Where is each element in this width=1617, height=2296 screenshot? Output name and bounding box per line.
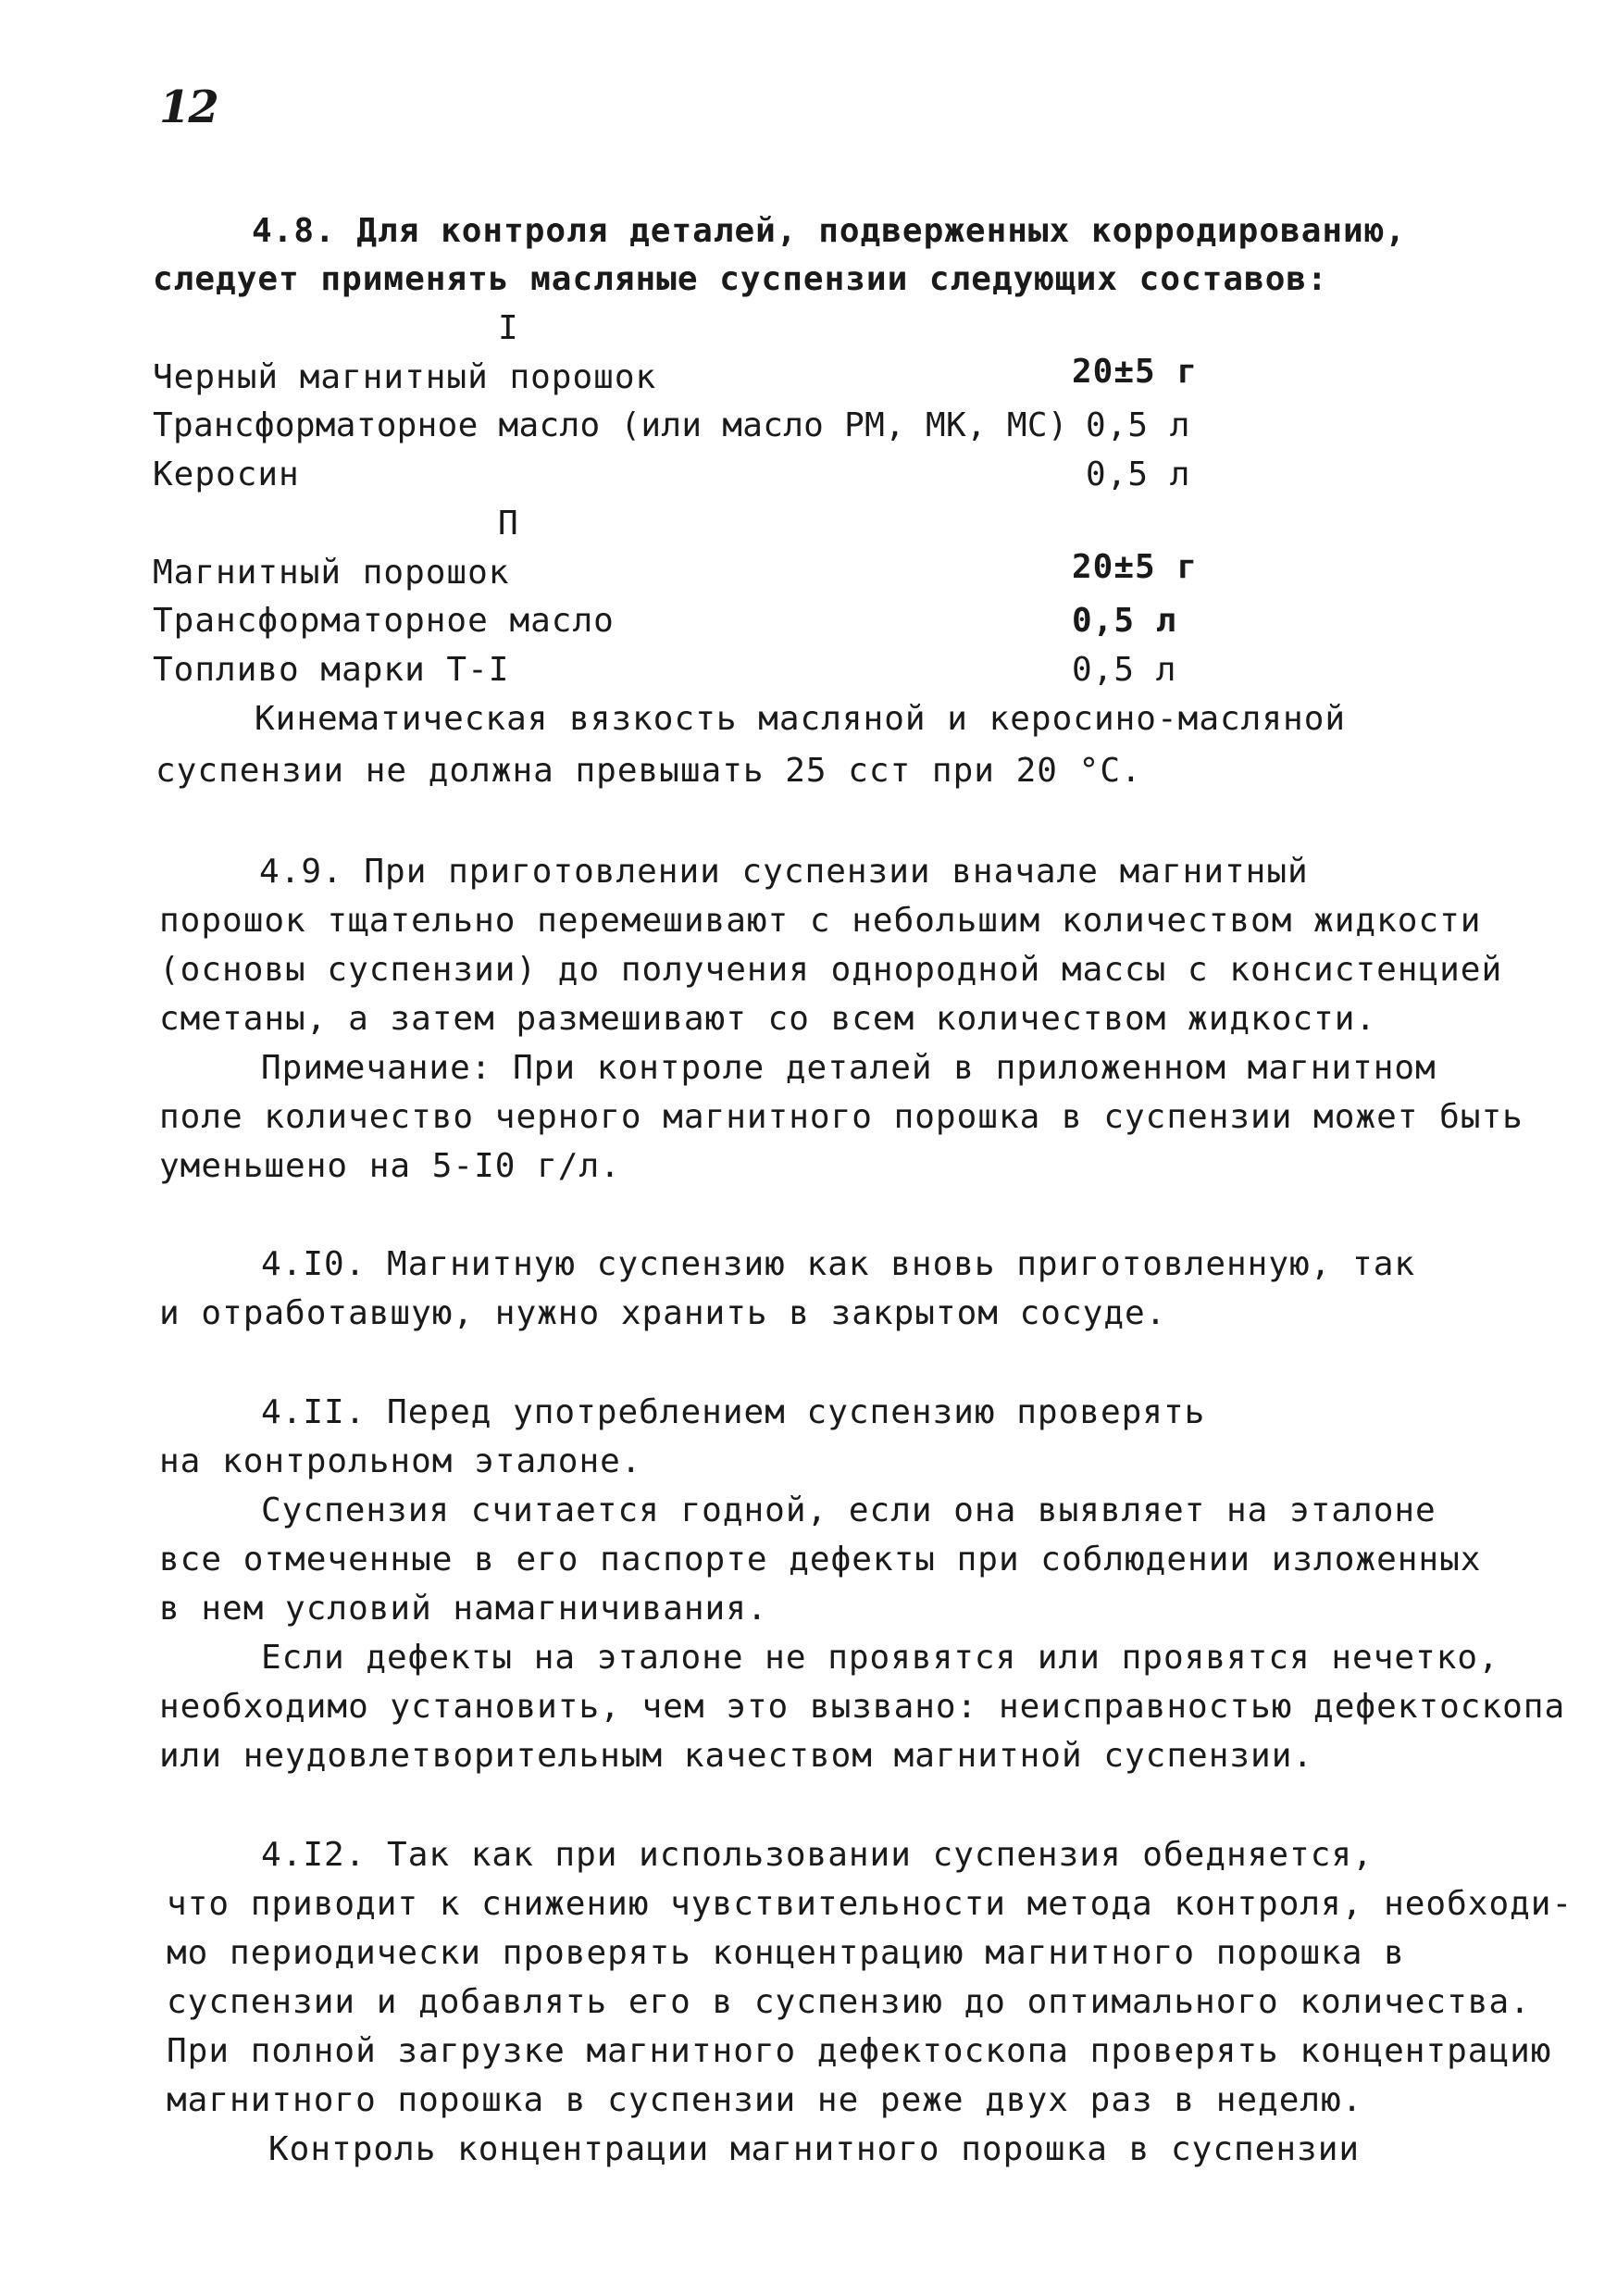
note-line-3: уменьшено на 5-I0 г/л. (159, 1147, 621, 1185)
paragraph-4-9-line-1: 4.9. При приготовлении суспензии вначале магнитный (259, 853, 1309, 891)
composition-2-item-name: Магнитный порошок (153, 554, 510, 592)
paragraph-4-11-line-1: 4.II. Перед употреблением суспензию проверять (261, 1393, 1206, 1431)
composition-1-heading: I (498, 309, 519, 347)
paragraph-4-11-line-2: на контрольном эталоне. (159, 1442, 642, 1480)
composition-2-item-name: Трансформаторное масло (153, 602, 615, 640)
composition-2-item-amount: 0,5 л (1072, 651, 1177, 689)
paragraph-4-11-line-5: в нем условий намагничивания. (159, 1590, 768, 1628)
paragraph-4-9-line-4: сметаны, а затем размешивают со всем количеством жидкости. (159, 1000, 1377, 1038)
paragraph-4-9-line-2: порошок тщательно перемешивают с небольшим количеством жидкости (159, 902, 1482, 940)
paragraph-4-11-line-4: все отмеченные в его паспорте дефекты при соблюдении изложенных (159, 1541, 1482, 1578)
composition-1-item-name: Керосин (153, 455, 300, 493)
composition-1-item-amount: 0,5 л (1086, 455, 1191, 493)
composition-2-item-amount: 0,5 л (1072, 602, 1177, 640)
paragraph-4-11-line-6: Если дефекты на эталоне не проявятся или проявятся нечетко, (261, 1639, 1499, 1677)
paragraph-4-10-line-1: 4.I0. Магнитную суспензию как вновь приготовленную, так (261, 1245, 1416, 1283)
paragraph-4-11-line-8: или неудовлетворительным качеством магнитной суспензии. (159, 1737, 1314, 1775)
paragraph-4-12-line-3: мо периодически проверять концентрацию магнитного порошка в (167, 1934, 1405, 1972)
page-number: 12 (159, 81, 218, 133)
note-line-2: поле количество черного магнитного порошка в суспензии может быть (159, 1098, 1524, 1136)
paragraph-4-12-line-7: Контроль концентрации магнитного порошка в суспензии (268, 2130, 1361, 2168)
paragraph-4-12-line-6: магнитного порошка в суспензии не реже двух раз в неделю. (167, 2081, 1363, 2119)
composition-2-item-amount: 20±5 г (1072, 548, 1199, 586)
paragraph-4-11-line-3: Суспензия считается годной, если она выявляет на эталоне (261, 1491, 1437, 1529)
viscosity-line-2: суспензии не должна превышать 25 сст при 20 °С. (155, 752, 1142, 790)
paragraph-4-12-line-2: что приводит к снижению чувствительности метода контроля, необходи- (167, 1885, 1573, 1923)
composition-1-item-amount: 0,5 л (1086, 406, 1191, 444)
paragraph-4-12-line-4: суспензии и добавлять его в суспензию до оптимального количества. (167, 1983, 1531, 2021)
paragraph-4-12-line-5: При полной загрузке магнитного дефектоскопа проверять концентрацию (167, 2032, 1552, 2070)
note-line-1: Примечание: При контроле деталей в приложенном магнитном (261, 1049, 1437, 1087)
paragraph-4-12-line-1: 4.I2. Так как при использовании суспензия обедняется, (261, 1836, 1374, 1874)
composition-1-item-name: Трансформаторное масло (или масло РМ, МК, МС) (153, 406, 1068, 444)
composition-2-heading: П (498, 505, 519, 543)
composition-1-item-amount: 20±5 г (1072, 353, 1199, 391)
paragraph-4-11-line-7: необходимо установить, чем это вызвано: неисправностью дефектоскопа (159, 1688, 1566, 1726)
paragraph-4-8-line-1: 4.8. Для контроля деталей, подверженных корродированию, (252, 212, 1407, 250)
paragraph-4-10-line-2: и отработавшую, нужно хранить в закрытом сосуде. (159, 1294, 1167, 1332)
viscosity-line-1: Кинематическая вязкость масляной и керосино-масляной (255, 700, 1347, 738)
composition-1-item-name: Черный магнитный порошок (153, 358, 657, 396)
paragraph-4-8-line-2: следует применять масляные суспензии следующих составов: (153, 260, 1328, 298)
composition-2-item-name: Топливо марки Т-I (153, 651, 510, 689)
paragraph-4-9-line-3: (основы суспензии) до получения однородной массы с консистенцией (159, 951, 1503, 989)
